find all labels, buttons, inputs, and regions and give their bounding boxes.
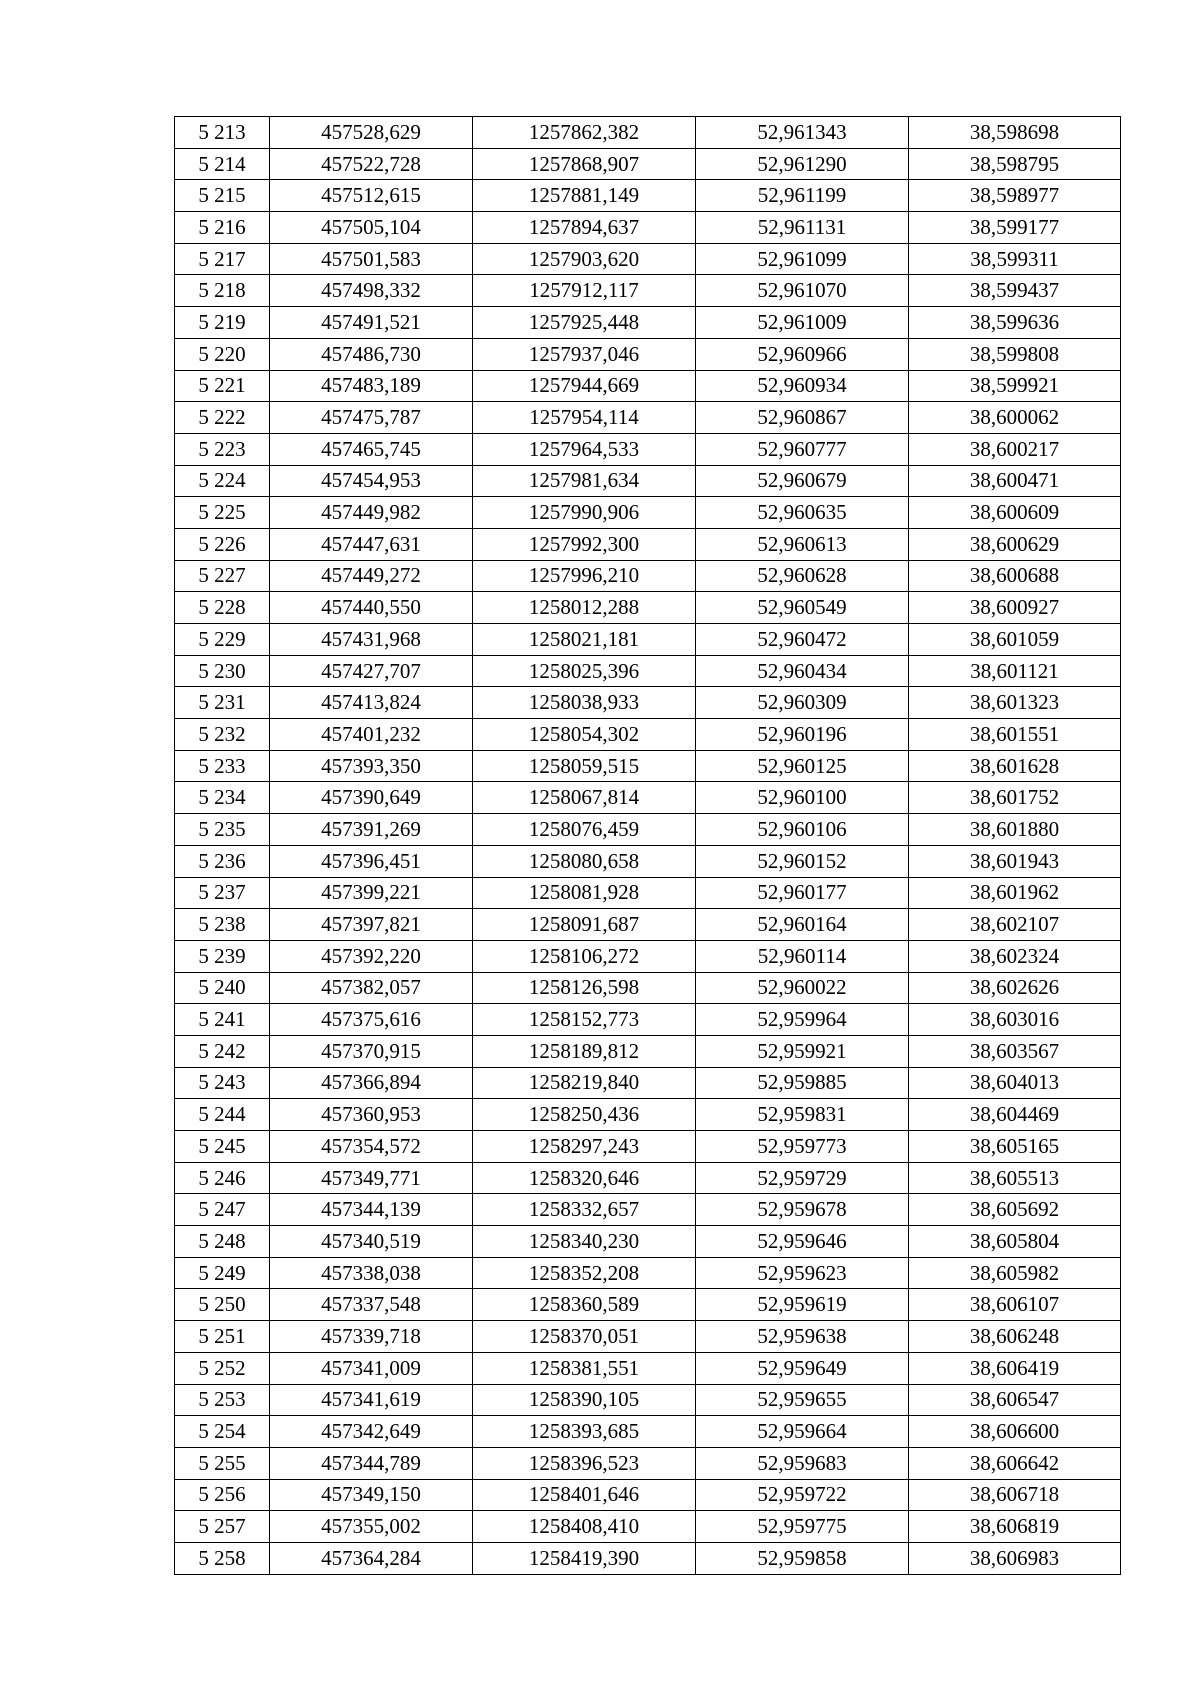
point-number-cell: 5 244 [175,1099,270,1131]
latitude-cell: 52,960114 [696,940,909,972]
longitude-cell: 38,605692 [909,1194,1121,1226]
x-coordinate-cell: 457483,189 [270,370,473,402]
latitude-cell: 52,959964 [696,1004,909,1036]
x-coordinate-cell: 457475,787 [270,402,473,434]
x-coordinate-cell: 457360,953 [270,1099,473,1131]
longitude-cell: 38,603016 [909,1004,1121,1036]
point-number-cell: 5 251 [175,1321,270,1353]
point-number-cell: 5 219 [175,307,270,339]
point-number-cell: 5 258 [175,1542,270,1574]
y-coordinate-cell: 1258393,685 [473,1416,696,1448]
latitude-cell: 52,959649 [696,1352,909,1384]
latitude-cell: 52,960966 [696,338,909,370]
table-row [175,750,1121,782]
x-coordinate-cell: 457413,824 [270,687,473,719]
latitude-cell: 52,959619 [696,1289,909,1321]
longitude-cell: 38,601551 [909,719,1121,751]
longitude-cell: 38,598795 [909,148,1121,180]
y-coordinate-cell: 1257937,046 [473,338,696,370]
table-row [175,1352,1121,1384]
longitude-cell: 38,600062 [909,402,1121,434]
x-coordinate-cell: 457344,789 [270,1447,473,1479]
x-coordinate-cell: 457382,057 [270,972,473,1004]
latitude-cell: 52,959885 [696,1067,909,1099]
x-coordinate-cell: 457349,150 [270,1479,473,1511]
table-row [175,1004,1121,1036]
point-number-cell: 5 232 [175,719,270,751]
x-coordinate-cell: 457447,631 [270,528,473,560]
point-number-cell: 5 224 [175,465,270,497]
x-coordinate-cell: 457355,002 [270,1511,473,1543]
longitude-cell: 38,600688 [909,560,1121,592]
latitude-cell: 52,960152 [696,845,909,877]
x-coordinate-cell: 457449,272 [270,560,473,592]
x-coordinate-cell: 457449,982 [270,497,473,529]
x-coordinate-cell: 457427,707 [270,655,473,687]
y-coordinate-cell: 1258106,272 [473,940,696,972]
longitude-cell: 38,600471 [909,465,1121,497]
x-coordinate-cell: 457397,821 [270,909,473,941]
point-number-cell: 5 237 [175,877,270,909]
x-coordinate-cell: 457498,332 [270,275,473,307]
table-row [175,338,1121,370]
table-row [175,275,1121,307]
x-coordinate-cell: 457390,649 [270,782,473,814]
table-row [175,212,1121,244]
table-row [175,117,1121,149]
x-coordinate-cell: 457440,550 [270,592,473,624]
x-coordinate-cell: 457396,451 [270,845,473,877]
latitude-cell: 52,961099 [696,243,909,275]
x-coordinate-cell: 457340,519 [270,1226,473,1258]
x-coordinate-cell: 457486,730 [270,338,473,370]
x-coordinate-cell: 457454,953 [270,465,473,497]
y-coordinate-cell: 1258370,051 [473,1321,696,1353]
point-number-cell: 5 221 [175,370,270,402]
point-number-cell: 5 230 [175,655,270,687]
x-coordinate-cell: 457349,771 [270,1162,473,1194]
point-number-cell: 5 218 [175,275,270,307]
x-coordinate-cell: 457401,232 [270,719,473,751]
table-row [175,433,1121,465]
latitude-cell: 52,959858 [696,1542,909,1574]
x-coordinate-cell: 457522,728 [270,148,473,180]
y-coordinate-cell: 1258152,773 [473,1004,696,1036]
latitude-cell: 52,961199 [696,180,909,212]
y-coordinate-cell: 1257990,906 [473,497,696,529]
point-number-cell: 5 214 [175,148,270,180]
latitude-cell: 52,959646 [696,1226,909,1258]
y-coordinate-cell: 1258381,551 [473,1352,696,1384]
latitude-cell: 52,960434 [696,655,909,687]
point-number-cell: 5 213 [175,117,270,149]
longitude-cell: 38,600629 [909,528,1121,560]
y-coordinate-cell: 1257881,149 [473,180,696,212]
y-coordinate-cell: 1258038,933 [473,687,696,719]
longitude-cell: 38,606600 [909,1416,1121,1448]
y-coordinate-cell: 1257992,300 [473,528,696,560]
y-coordinate-cell: 1257981,634 [473,465,696,497]
table-row [175,1131,1121,1163]
longitude-cell: 38,606819 [909,1511,1121,1543]
longitude-cell: 38,599808 [909,338,1121,370]
point-number-cell: 5 249 [175,1257,270,1289]
latitude-cell: 52,960777 [696,433,909,465]
point-number-cell: 5 241 [175,1004,270,1036]
table-row [175,1289,1121,1321]
y-coordinate-cell: 1258076,459 [473,814,696,846]
table-row [175,877,1121,909]
latitude-cell: 52,960679 [696,465,909,497]
y-coordinate-cell: 1257862,382 [473,117,696,149]
x-coordinate-cell: 457392,220 [270,940,473,972]
table-row [175,719,1121,751]
latitude-cell: 52,959831 [696,1099,909,1131]
table-row [175,909,1121,941]
table-row [175,307,1121,339]
table-row [175,782,1121,814]
point-number-cell: 5 233 [175,750,270,782]
table-row [175,243,1121,275]
y-coordinate-cell: 1258390,105 [473,1384,696,1416]
coordinates-table [174,116,1121,1575]
latitude-cell: 52,959638 [696,1321,909,1353]
table-row [175,402,1121,434]
latitude-cell: 52,961070 [696,275,909,307]
table-row [175,1194,1121,1226]
table-row [175,845,1121,877]
y-coordinate-cell: 1258332,657 [473,1194,696,1226]
longitude-cell: 38,601628 [909,750,1121,782]
point-number-cell: 5 245 [175,1131,270,1163]
latitude-cell: 52,960106 [696,814,909,846]
point-number-cell: 5 229 [175,624,270,656]
x-coordinate-cell: 457366,894 [270,1067,473,1099]
longitude-cell: 38,604013 [909,1067,1121,1099]
longitude-cell: 38,601323 [909,687,1121,719]
y-coordinate-cell: 1258352,208 [473,1257,696,1289]
point-number-cell: 5 234 [175,782,270,814]
latitude-cell: 52,961343 [696,117,909,149]
table-row [175,370,1121,402]
longitude-cell: 38,602626 [909,972,1121,1004]
x-coordinate-cell: 457512,615 [270,180,473,212]
y-coordinate-cell: 1257944,669 [473,370,696,402]
y-coordinate-cell: 1258419,390 [473,1542,696,1574]
y-coordinate-cell: 1258081,928 [473,877,696,909]
x-coordinate-cell: 457342,649 [270,1416,473,1448]
latitude-cell: 52,960867 [696,402,909,434]
latitude-cell: 52,960125 [696,750,909,782]
point-number-cell: 5 226 [175,528,270,560]
x-coordinate-cell: 457465,745 [270,433,473,465]
point-number-cell: 5 216 [175,212,270,244]
latitude-cell: 52,959775 [696,1511,909,1543]
point-number-cell: 5 256 [175,1479,270,1511]
table-row [175,1226,1121,1258]
table-row [175,497,1121,529]
latitude-cell: 52,960613 [696,528,909,560]
y-coordinate-cell: 1258012,288 [473,592,696,624]
y-coordinate-cell: 1258401,646 [473,1479,696,1511]
latitude-cell: 52,961009 [696,307,909,339]
y-coordinate-cell: 1258091,687 [473,909,696,941]
longitude-cell: 38,600217 [909,433,1121,465]
x-coordinate-cell: 457431,968 [270,624,473,656]
latitude-cell: 52,960022 [696,972,909,1004]
x-coordinate-cell: 457375,616 [270,1004,473,1036]
point-number-cell: 5 215 [175,180,270,212]
y-coordinate-cell: 1258219,840 [473,1067,696,1099]
y-coordinate-cell: 1258320,646 [473,1162,696,1194]
point-number-cell: 5 243 [175,1067,270,1099]
point-number-cell: 5 240 [175,972,270,1004]
y-coordinate-cell: 1258408,410 [473,1511,696,1543]
latitude-cell: 52,961131 [696,212,909,244]
longitude-cell: 38,601880 [909,814,1121,846]
longitude-cell: 38,606107 [909,1289,1121,1321]
latitude-cell: 52,960472 [696,624,909,656]
latitude-cell: 52,959655 [696,1384,909,1416]
x-coordinate-cell: 457354,572 [270,1131,473,1163]
longitude-cell: 38,598977 [909,180,1121,212]
y-coordinate-cell: 1257868,907 [473,148,696,180]
table-row [175,972,1121,1004]
latitude-cell: 52,959722 [696,1479,909,1511]
point-number-cell: 5 238 [175,909,270,941]
longitude-cell: 38,599177 [909,212,1121,244]
longitude-cell: 38,599921 [909,370,1121,402]
table-row [175,1416,1121,1448]
x-coordinate-cell: 457370,915 [270,1035,473,1067]
point-number-cell: 5 253 [175,1384,270,1416]
latitude-cell: 52,960100 [696,782,909,814]
longitude-cell: 38,600927 [909,592,1121,624]
point-number-cell: 5 217 [175,243,270,275]
longitude-cell: 38,598698 [909,117,1121,149]
y-coordinate-cell: 1258025,396 [473,655,696,687]
x-coordinate-cell: 457341,619 [270,1384,473,1416]
point-number-cell: 5 228 [175,592,270,624]
table-row [175,814,1121,846]
table-row [175,1479,1121,1511]
latitude-cell: 52,959773 [696,1131,909,1163]
y-coordinate-cell: 1257996,210 [473,560,696,592]
latitude-cell: 52,959678 [696,1194,909,1226]
table-row [175,940,1121,972]
table-row [175,1511,1121,1543]
point-number-cell: 5 235 [175,814,270,846]
latitude-cell: 52,960934 [696,370,909,402]
latitude-cell: 52,960164 [696,909,909,941]
longitude-cell: 38,600609 [909,497,1121,529]
table-row [175,1321,1121,1353]
x-coordinate-cell: 457391,269 [270,814,473,846]
point-number-cell: 5 225 [175,497,270,529]
y-coordinate-cell: 1257954,114 [473,402,696,434]
table-row [175,1035,1121,1067]
point-number-cell: 5 254 [175,1416,270,1448]
point-number-cell: 5 252 [175,1352,270,1384]
y-coordinate-cell: 1258080,658 [473,845,696,877]
y-coordinate-cell: 1258067,814 [473,782,696,814]
longitude-cell: 38,605513 [909,1162,1121,1194]
longitude-cell: 38,606642 [909,1447,1121,1479]
latitude-cell: 52,960177 [696,877,909,909]
longitude-cell: 38,606248 [909,1321,1121,1353]
point-number-cell: 5 222 [175,402,270,434]
x-coordinate-cell: 457491,521 [270,307,473,339]
table-row [175,1257,1121,1289]
table-row [175,624,1121,656]
latitude-cell: 52,960196 [696,719,909,751]
point-number-cell: 5 246 [175,1162,270,1194]
x-coordinate-cell: 457339,718 [270,1321,473,1353]
longitude-cell: 38,601752 [909,782,1121,814]
x-coordinate-cell: 457393,350 [270,750,473,782]
y-coordinate-cell: 1258059,515 [473,750,696,782]
x-coordinate-cell: 457341,009 [270,1352,473,1384]
y-coordinate-cell: 1258189,812 [473,1035,696,1067]
longitude-cell: 38,602324 [909,940,1121,972]
y-coordinate-cell: 1258297,243 [473,1131,696,1163]
longitude-cell: 38,599311 [909,243,1121,275]
table-row [175,148,1121,180]
latitude-cell: 52,960549 [696,592,909,624]
latitude-cell: 52,959683 [696,1447,909,1479]
latitude-cell: 52,959664 [696,1416,909,1448]
y-coordinate-cell: 1258126,598 [473,972,696,1004]
table-row [175,1099,1121,1131]
longitude-cell: 38,602107 [909,909,1121,941]
longitude-cell: 38,606419 [909,1352,1121,1384]
table-row [175,1542,1121,1574]
y-coordinate-cell: 1258396,523 [473,1447,696,1479]
longitude-cell: 38,601943 [909,845,1121,877]
x-coordinate-cell: 457528,629 [270,117,473,149]
y-coordinate-cell: 1258021,181 [473,624,696,656]
point-number-cell: 5 239 [175,940,270,972]
table-row [175,180,1121,212]
longitude-cell: 38,606718 [909,1479,1121,1511]
longitude-cell: 38,599636 [909,307,1121,339]
x-coordinate-cell: 457501,583 [270,243,473,275]
longitude-cell: 38,605982 [909,1257,1121,1289]
table-row [175,1384,1121,1416]
point-number-cell: 5 227 [175,560,270,592]
y-coordinate-cell: 1257964,533 [473,433,696,465]
point-number-cell: 5 248 [175,1226,270,1258]
point-number-cell: 5 231 [175,687,270,719]
y-coordinate-cell: 1258340,230 [473,1226,696,1258]
y-coordinate-cell: 1257925,448 [473,307,696,339]
point-number-cell: 5 257 [175,1511,270,1543]
table-row [175,528,1121,560]
point-number-cell: 5 220 [175,338,270,370]
point-number-cell: 5 247 [175,1194,270,1226]
x-coordinate-cell: 457505,104 [270,212,473,244]
y-coordinate-cell: 1258360,589 [473,1289,696,1321]
x-coordinate-cell: 457337,548 [270,1289,473,1321]
longitude-cell: 38,604469 [909,1099,1121,1131]
y-coordinate-cell: 1257903,620 [473,243,696,275]
latitude-cell: 52,960628 [696,560,909,592]
x-coordinate-cell: 457399,221 [270,877,473,909]
latitude-cell: 52,959921 [696,1035,909,1067]
table-row [175,592,1121,624]
y-coordinate-cell: 1257912,117 [473,275,696,307]
table-row [175,1447,1121,1479]
table-row [175,655,1121,687]
latitude-cell: 52,960309 [696,687,909,719]
coordinates-table-body [175,117,1121,1575]
table-row [175,687,1121,719]
latitude-cell: 52,960635 [696,497,909,529]
table-row [175,560,1121,592]
y-coordinate-cell: 1258250,436 [473,1099,696,1131]
longitude-cell: 38,605165 [909,1131,1121,1163]
latitude-cell: 52,959729 [696,1162,909,1194]
point-number-cell: 5 223 [175,433,270,465]
longitude-cell: 38,601059 [909,624,1121,656]
latitude-cell: 52,959623 [696,1257,909,1289]
longitude-cell: 38,601121 [909,655,1121,687]
longitude-cell: 38,606547 [909,1384,1121,1416]
x-coordinate-cell: 457344,139 [270,1194,473,1226]
table-row [175,1067,1121,1099]
longitude-cell: 38,599437 [909,275,1121,307]
latitude-cell: 52,961290 [696,148,909,180]
longitude-cell: 38,601962 [909,877,1121,909]
longitude-cell: 38,606983 [909,1542,1121,1574]
y-coordinate-cell: 1257894,637 [473,212,696,244]
point-number-cell: 5 250 [175,1289,270,1321]
point-number-cell: 5 255 [175,1447,270,1479]
y-coordinate-cell: 1258054,302 [473,719,696,751]
point-number-cell: 5 242 [175,1035,270,1067]
x-coordinate-cell: 457338,038 [270,1257,473,1289]
point-number-cell: 5 236 [175,845,270,877]
longitude-cell: 38,603567 [909,1035,1121,1067]
x-coordinate-cell: 457364,284 [270,1542,473,1574]
table-row [175,465,1121,497]
table-row [175,1162,1121,1194]
longitude-cell: 38,605804 [909,1226,1121,1258]
